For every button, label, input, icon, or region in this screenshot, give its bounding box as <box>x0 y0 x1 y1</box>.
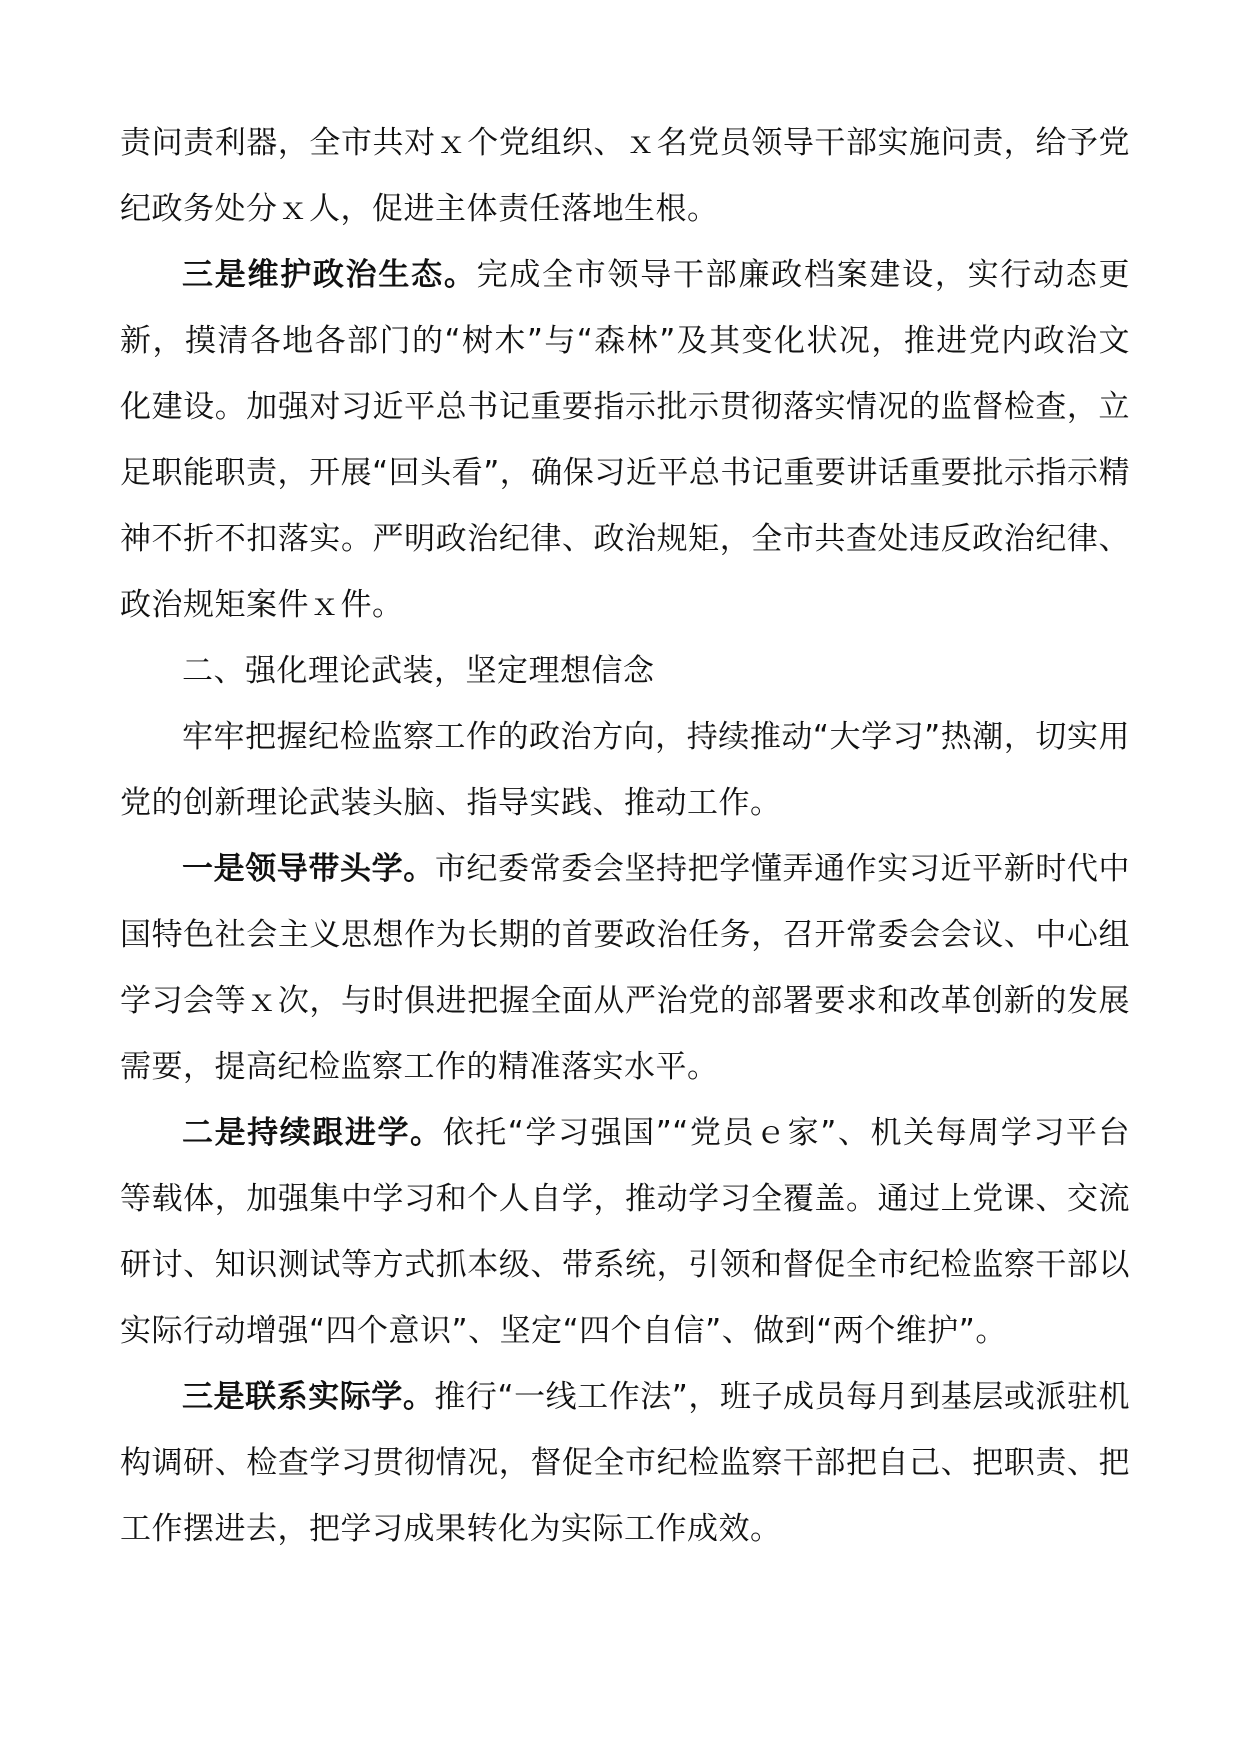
document-body <box>120 110 1130 1562</box>
paragraph-text: 市纪委常委会坚持把学懂弄通作实习近平新时代中国特色社会主义思想作为长期的首要政治任务，召开常委会会议、中心组学习会等ｘ次，与时俱进把握全面从严治党的部署要求和改革创新的发展需要，提高纪检监察工作的精准落实水平。 <box>120 851 1130 1085</box>
paragraph-theory-intro <box>120 704 1130 836</box>
paragraph-lead-heading: 二是持续跟进学。 <box>182 1115 443 1151</box>
paragraph-lead-heading: 一是领导带头学。 <box>182 851 435 887</box>
paragraph-text: 牢牢把握纪检监察工作的政治方向，持续推动“大学习”热潮，切实用党的创新理论武装头脑、指导实践、推动工作。 <box>120 719 1130 821</box>
section-heading-text: 二、强化理论武装，坚定理想信念 <box>182 653 655 689</box>
paragraph-practical-learn <box>120 1364 1130 1562</box>
paragraph-accountability-continued <box>120 110 1130 242</box>
paragraph-text: 依托“学习强国”“党员ｅ家”、机关每周学习平台等载体，加强集中学习和个人自学，推动学习全覆盖。通过上党课、交流研讨、知识测试等方式抓本级、带系统，引领和督促全市纪检监察干部以实际行动增强“四个意识”、坚定“四个自信”、做到“两个维护”。 <box>120 1115 1130 1349</box>
paragraph-continuous-learn <box>120 1100 1130 1364</box>
section-heading-theory <box>120 638 1130 704</box>
paragraph-text: 责问责利器，全市共对ｘ个党组织、ｘ名党员领导干部实施问责，给予党纪政务处分ｘ人，促进主体责任落地生根。 <box>120 125 1130 227</box>
paragraph-text: 推行“一线工作法”，班子成员每月到基层或派驻机构调研、检查学习贯彻情况，督促全市纪检监察干部把自己、把职责、把工作摆进去，把学习成果转化为实际工作成效。 <box>120 1379 1131 1547</box>
paragraph-leaders-learn <box>120 836 1130 1100</box>
paragraph-text: 完成全市领导干部廉政档案建设，实行动态更新，摸清各地各部门的“树木”与“森林”及其变化状况，推进党内政治文化建设。加强对习近平总书记重要指示批示贯彻落实情况的监督检查，立足职能职责，开展“回头看”，确保习近平总书记重要讲话重要批示指示精神不折不扣落实。严明政治纪律、政治规矩，全市共查处违反政治纪律、政治规矩案件ｘ件。 <box>120 257 1131 623</box>
paragraph-lead-heading: 三是联系实际学。 <box>182 1379 435 1415</box>
paragraph-lead-heading: 三是维护政治生态。 <box>182 257 477 293</box>
paragraph-political-ecology <box>120 242 1130 638</box>
